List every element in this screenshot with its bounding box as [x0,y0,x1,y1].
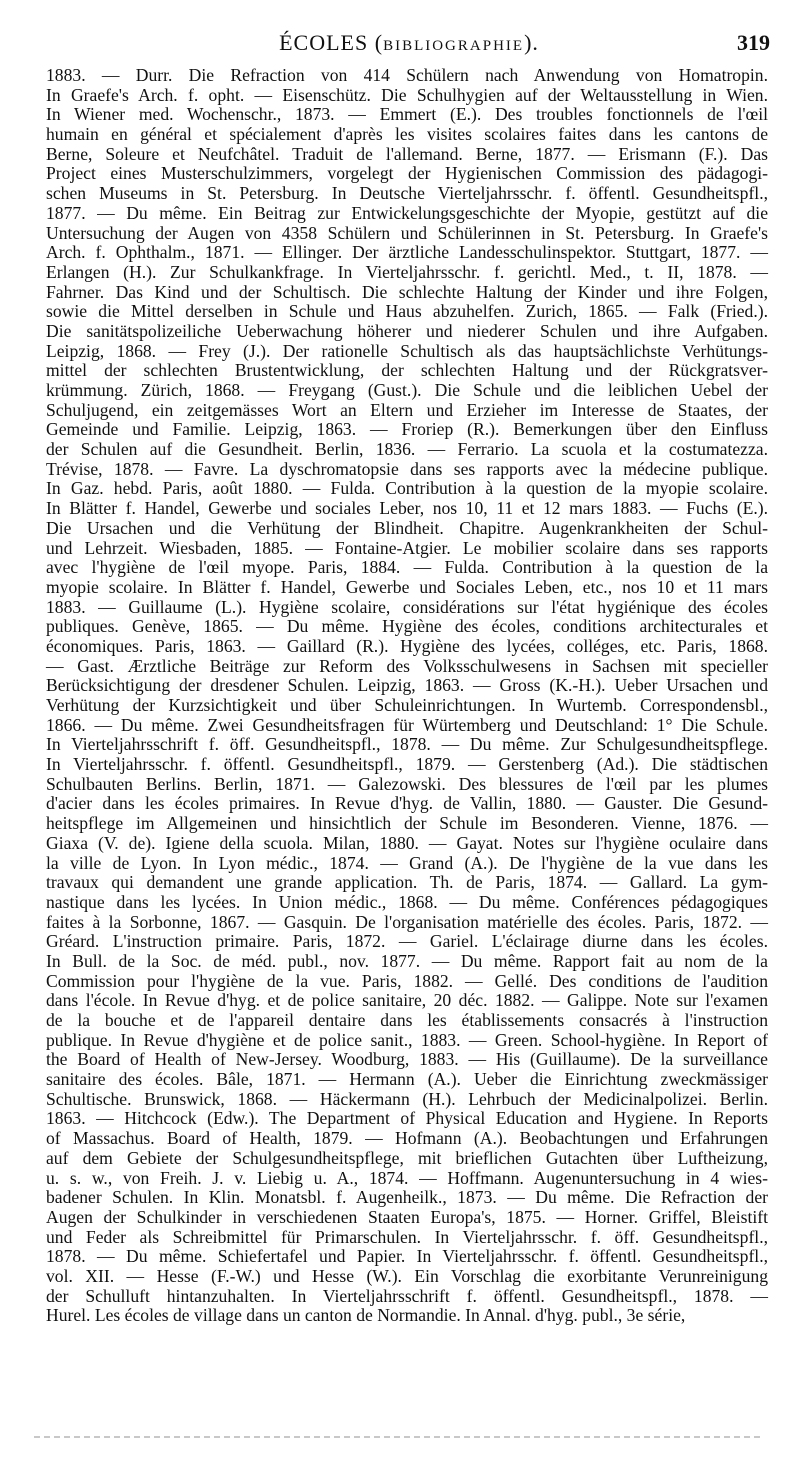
text-line: Untersuchung der Augen von 4358 Schülern und Schülerinnen in St. Petersburg. In Graefe's [46,222,768,243]
text-line: — Gast. Ærztliche Beiträge zur Reform des Volksschulwesens in Sachsen mit specieller [46,655,768,676]
text-line: Die sanitätspolizeiliche Ueberwachung höherer und niederer Schulen und ihre Aufgaben. [46,320,768,341]
text-line: Project eines Musterschulzimmers, vorgelegt der Hygienischen Commission des pädagogi- [46,163,768,184]
text-line: Verhütung der Kurzsichtigkeit und über Schuleinrichtungen. In Wurtemb. Correspondensbl., [46,695,768,715]
text-line: In Graefe's Arch. f. opht. — Eisenschütz. Die Schulhygien auf der Weltausstellung in Wien. [46,84,768,105]
text-line: auf dem Gebiete der Schulgesundheitspflege, mit brieflichen Gutachten über Luftheizung, [46,1147,768,1168]
text-line: d'acier dans les écoles primaires. In Revue d'hyg. de Vallin, 1880. — Gauster. Die Gesund- [46,793,768,814]
text-line: Die Ursachen und die Verhütung der Blindheit. Chapitre. Augenkrankheiten der Schul- [46,517,768,538]
text-line: sowie die Mittel derselben in Schule und Haus abzuhelfen. Zurich, 1865. — Falk (Fried.). [46,301,768,322]
text-line: nastique dans les lycées. In Union médic., 1868. — Du même. Conférences pédagogiques [46,891,768,912]
footer-divider [34,1436,764,1438]
text-line: dans l'école. In Revue d'hyg. et de police sanitaire, 20 déc. 1882. — Galippe. Note sur l'examen [46,990,768,1011]
text-line: la ville de Lyon. In Lyon médic., 1874. — Grand (A.). De l'hygiène de la vue dans les [46,852,768,873]
text-line: Berücksichtigung der dresdener Schulen. Leipzig, 1863. — Gross (K.-H.). Ueber Ursachen und [46,675,768,696]
text-line: und Feder als Schreibmittel für Primarschulen. In Vierteljahrsschr. f. öff. Gesundheitspfl., [46,1226,768,1247]
running-title-main: ÉCOLES ( [279,30,384,55]
page-header [48,30,770,60]
text-line: In Gaz. hebd. Paris, août 1880. — Fulda. Contribution à la question de la myopie scolaire. [46,478,768,499]
text-line: Arch. f. Ophthalm., 1871. — Ellinger. Der ärztliche Landesschulinspektor. Stuttgart, 1877. — [46,242,768,263]
text-line: faites à la Sorbonne, 1867. — Gasquin. De l'organisation matérielle des écoles. Paris, 1872. — [46,911,768,932]
text-line: humain en général et spécialement d'après les visites scolaires faites dans les cantons de [46,124,768,145]
text-line: de la bouche et de l'appareil dentaire dans les établissements consacrés à l'instruction [46,1010,768,1030]
text-line: mittel der schlechten Brustentwicklung, der schlechten Haltung und der Rückgratsver- [46,360,768,381]
text-line: In Bull. de la Soc. de méd. publ., nov. 1877. — Du même. Rapport fait au nom de la [46,950,768,971]
text-line: heitspflege im Allgemeinen und hinsichtlich der Schule im Besonderen. Vienne, 1876. — [46,813,768,834]
running-title-subtitle: BIBLIOGRAPHIE [383,38,525,54]
text-line: Hurel. Les écoles de village dans un canton de Normandie. In Annal. d'hyg. publ., 3e série, [46,1305,686,1326]
text-line: 1863. — Hitchcock (Edw.). The Department of Physical Education and Hygiene. In Reports [46,1108,768,1129]
text-line: travaux qui demandent une grande application. Th. de Paris, 1874. — Gallard. La gym- [46,872,768,893]
text-line: 1866. — Du même. Zwei Gesundheitsfragen für Würtemberg und Deutschland: 1° Die Schule. [46,714,768,735]
text-line: publiques. Genève, 1865. — Du même. Hygiène des écoles, conditions architecturales et [46,616,768,637]
text-line: Giaxa (V. de). Igiene della scuola. Milan, 1880. — Gayat. Notes sur l'hygiène oculaire dans [46,832,768,853]
text-line: the Board of Health of New-Jersey. Woodburg, 1883. — His (Guillaume). De la surveillance [46,1049,768,1070]
text-line: Trévise, 1878. — Favre. La dyschromatopsie dans ses rapports avec la médecine publique. [46,458,768,479]
text-line: of Massachus. Board of Health, 1879. — Hofmann (A.). Beobachtungen und Erfahrungen [46,1128,768,1149]
text-line: u. s. w., von Freih. J. v. Liebig u. A., 1874. — Hoffmann. Augenuntersuchung in 4 wies- [46,1167,768,1188]
text-line: 1883. — Guillaume (L.). Hygiène scolaire, considérations sur l'état hygiénique des écoles [46,596,768,617]
text-line: In Vierteljahrsschrift f. öff. Gesundheitspfl., 1878. — Du même. Zur Schulgesundheitspflege. [46,734,768,755]
text-line: Commission pour l'hygiène de la vue. Paris, 1882. — Gellé. Des conditions de l'audition [46,970,768,991]
text-line: In Vierteljahrsschr. f. öffentl. Gesundheitspfl., 1879. — Gerstenberg (Ad.). Die städtischen [46,754,768,775]
bibliography-text [46,66,768,1326]
text-line: économiques. Paris, 1863. — Gaillard (R.). Hygiène des lycées, colléges, etc. Paris, 1868. [46,635,768,656]
text-line: krümmung. Zürich, 1868. — Freygang (Gust.). Die Schule und die leiblichen Uebel der [46,380,768,400]
text-line: In Blätter f. Handel, Gewerbe und sociales Leber, nos 10, 11 et 12 mars 1883. — Fuchs (E.). [46,498,768,519]
text-line: myopie scolaire. In Blätter f. Handel, Gewerbe und Sociales Leben, etc., nos 10 et 11 mars [46,576,768,597]
running-title [48,30,770,56]
text-line: Gréard. L'instruction primaire. Paris, 1872. — Gariel. L'éclairage diurne dans les écoles. [46,931,768,952]
text-line: der Schulen auf die Gesundheit. Berlin, 1836. — Ferrario. La scuola et la costumatezza. [46,439,768,460]
text-line: 1883. — Durr. Die Refraction von 414 Schülern nach Anwendung von Homatropin. [46,65,768,85]
text-line: 1877. — Du même. Ein Beitrag zur Entwickelungsgeschichte der Myopie, gestützt auf die [46,202,768,223]
text-line: Augen der Schulkinder in verschiedenen Staaten Europa's, 1875. — Horner. Griffel, Bleistift [46,1206,768,1227]
text-line: Fahrner. Das Kind und der Schultisch. Die schlechte Haltung der Kinder und ihre Folgen, [46,281,768,302]
text-line: schen Museums in St. Petersburg. In Deutsche Vierteljahrsschr. f. öffentl. Gesundheitspfl., [46,183,768,204]
text-line: und Lehrzeit. Wiesbaden, 1885. — Fontaine-Atgier. Le mobilier scolaire dans ses rapports [46,537,768,558]
text-line: Erlangen (H.). Zur Schulkankfrage. In Vierteljahrsschr. f. gerichtl. Med., t. II, 1878. — [46,261,768,282]
text-line: 1878. — Du même. Schiefertafel und Papier. In Vierteljahrsschr. f. öffentl. Gesundheitspfl., [46,1246,768,1267]
text-line: vol. XII. — Hesse (F.-W.) und Hesse (W.). Ein Vorschlag die exorbitante Verunreinigung [46,1265,768,1286]
page-number: 319 [737,30,770,55]
text-line: Schulbauten Berlins. Berlin, 1871. — Galezowski. Des blessures de l'œil par les plumes [46,773,768,794]
running-title-end: ). [524,30,539,55]
text-line: publique. In Revue d'hygiène et de police sanit., 1883. — Green. School-hygiène. In Report of [46,1029,768,1050]
text-line: Leipzig, 1868. — Frey (J.). Der rationelle Schultisch als das hauptsächlichste Verhütungs- [46,340,768,361]
text-line: In Wiener med. Wochenschr., 1873. — Emmert (E.). Des troubles fonctionnels de l'œil [46,104,768,125]
text-line: Schuljugend, ein zeitgemässes Wort an Eltern und Erzieher im Interesse de Staates, der [46,399,768,420]
text-line: avec l'hygiène de l'œil myope. Paris, 1884. — Fulda. Contribution à la question de la [46,557,768,578]
text-line: badener Schulen. In Klin. Monatsbl. f. Augenheilk., 1873. — Du même. Die Refraction der [46,1187,768,1208]
text-line: sanitaire des écoles. Bâle, 1871. — Hermann (A.). Ueber die Einrichtung zweckmässiger [46,1069,768,1090]
text-line: der Schulluft hintanzuhalten. In Vierteljahrsschrift f. öffentl. Gesundheitspfl., 1878. — [46,1285,768,1306]
text-line: Berne, Soleure et Neufchâtel. Traduit de l'allemand. Berne, 1877. — Erismann (F.). Das [46,143,768,164]
text-line: Schultische. Brunswick, 1868. — Häckermann (H.). Lehrbuch der Medicinalpolizei. Berlin. [46,1088,768,1109]
text-line: Gemeinde und Familie. Leipzig, 1863. — Froriep (R.). Bemerkungen über den Einfluss [46,419,768,440]
